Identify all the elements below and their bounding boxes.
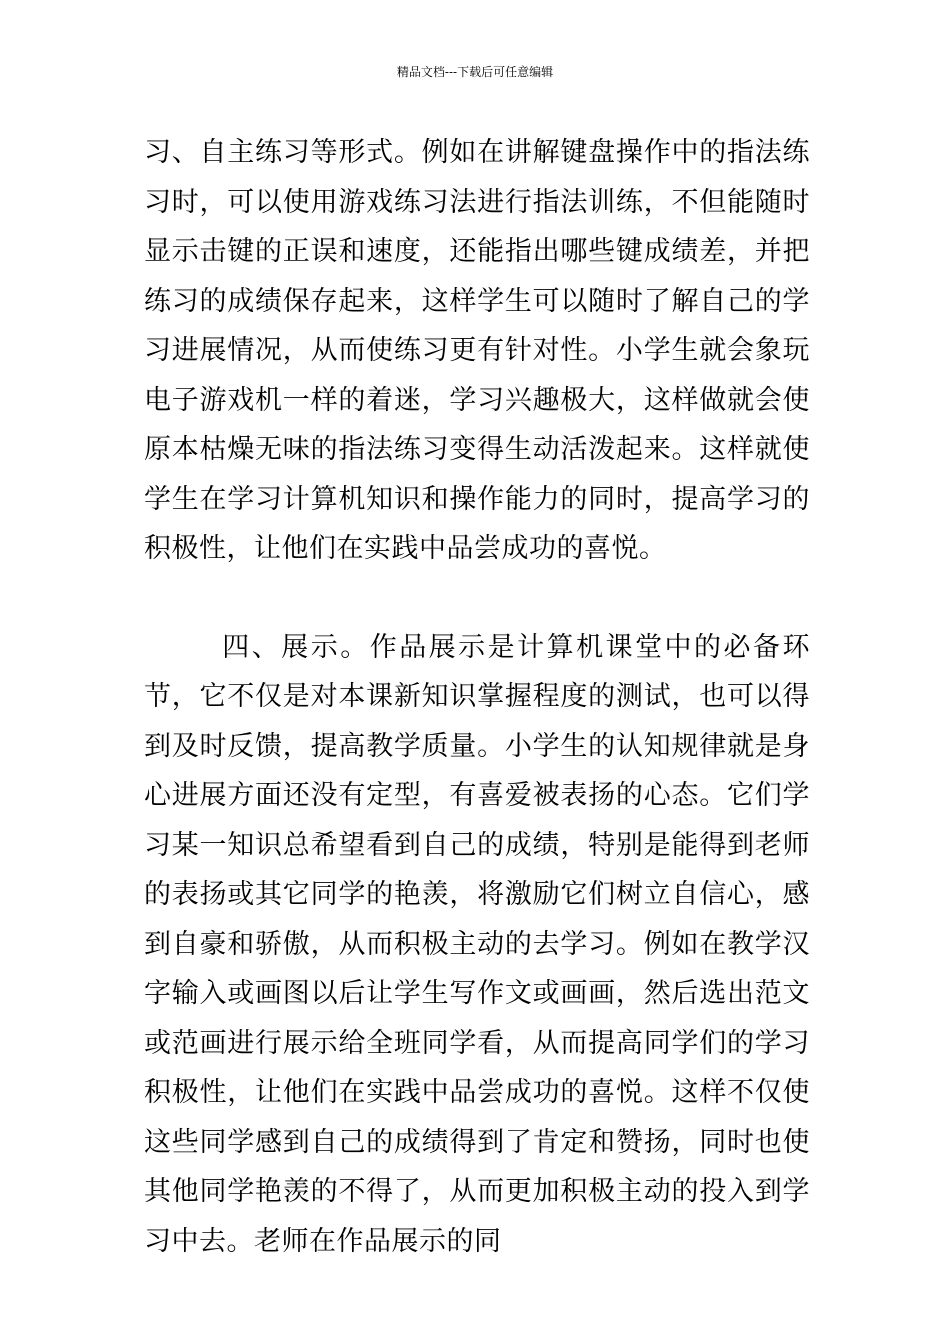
paragraph-2: 四、展示。作品展示是计算机课堂中的必备环节，它不仅是对本课新知识掌握程度的测试，也可以得到及时反馈，提高教学质量。小学生的认知规律就是身心进展方面还没有定型，有喜爱被表扬的心态。它们学习某一知识总希望看到自己的成绩，特别是能得到老师的表扬或其它同学的艳羡，将激励它们树立自信心，感到自豪和骄傲，从而积极主动的去学习。例如在教学汉字输入或画图以后让学生写作文或画画，然后选出范文或范画进行展示给全班同学看，从而提高同学们的学习积极性，让他们在实践中品尝成功的喜悦。这样不仅使这些同学感到自己的成绩得到了肯定和赞扬，同时也使其他同学艳羡的不得了，从而更加积极主动的投入到学习中去。老师在作品展示的同	[144, 631, 810, 1257]
paragraph-1: 习、自主练习等形式。例如在讲解键盘操作中的指法练习时，可以使用游戏练习法进行指法训练，不但能随时显示击键的正误和速度，还能指出哪些键成绩差，并把练习的成绩保存起来，这样学生可以随时了解自己的学习进展情况，从而使练习更有针对性。小学生就会象玩电子游戏机一样的着迷，学习兴趣极大，这样做就会使原本枯燥无味的指法练习变得生动活泼起来。这样就使学生在学习计算机知识和操作能力的同时，提高学习的积极性，让他们在实践中品尝成功的喜悦。	[144, 137, 810, 564]
page-header: 精品文档---下载后可任意编辑	[396, 65, 554, 79]
document-body	[144, 128, 810, 1266]
